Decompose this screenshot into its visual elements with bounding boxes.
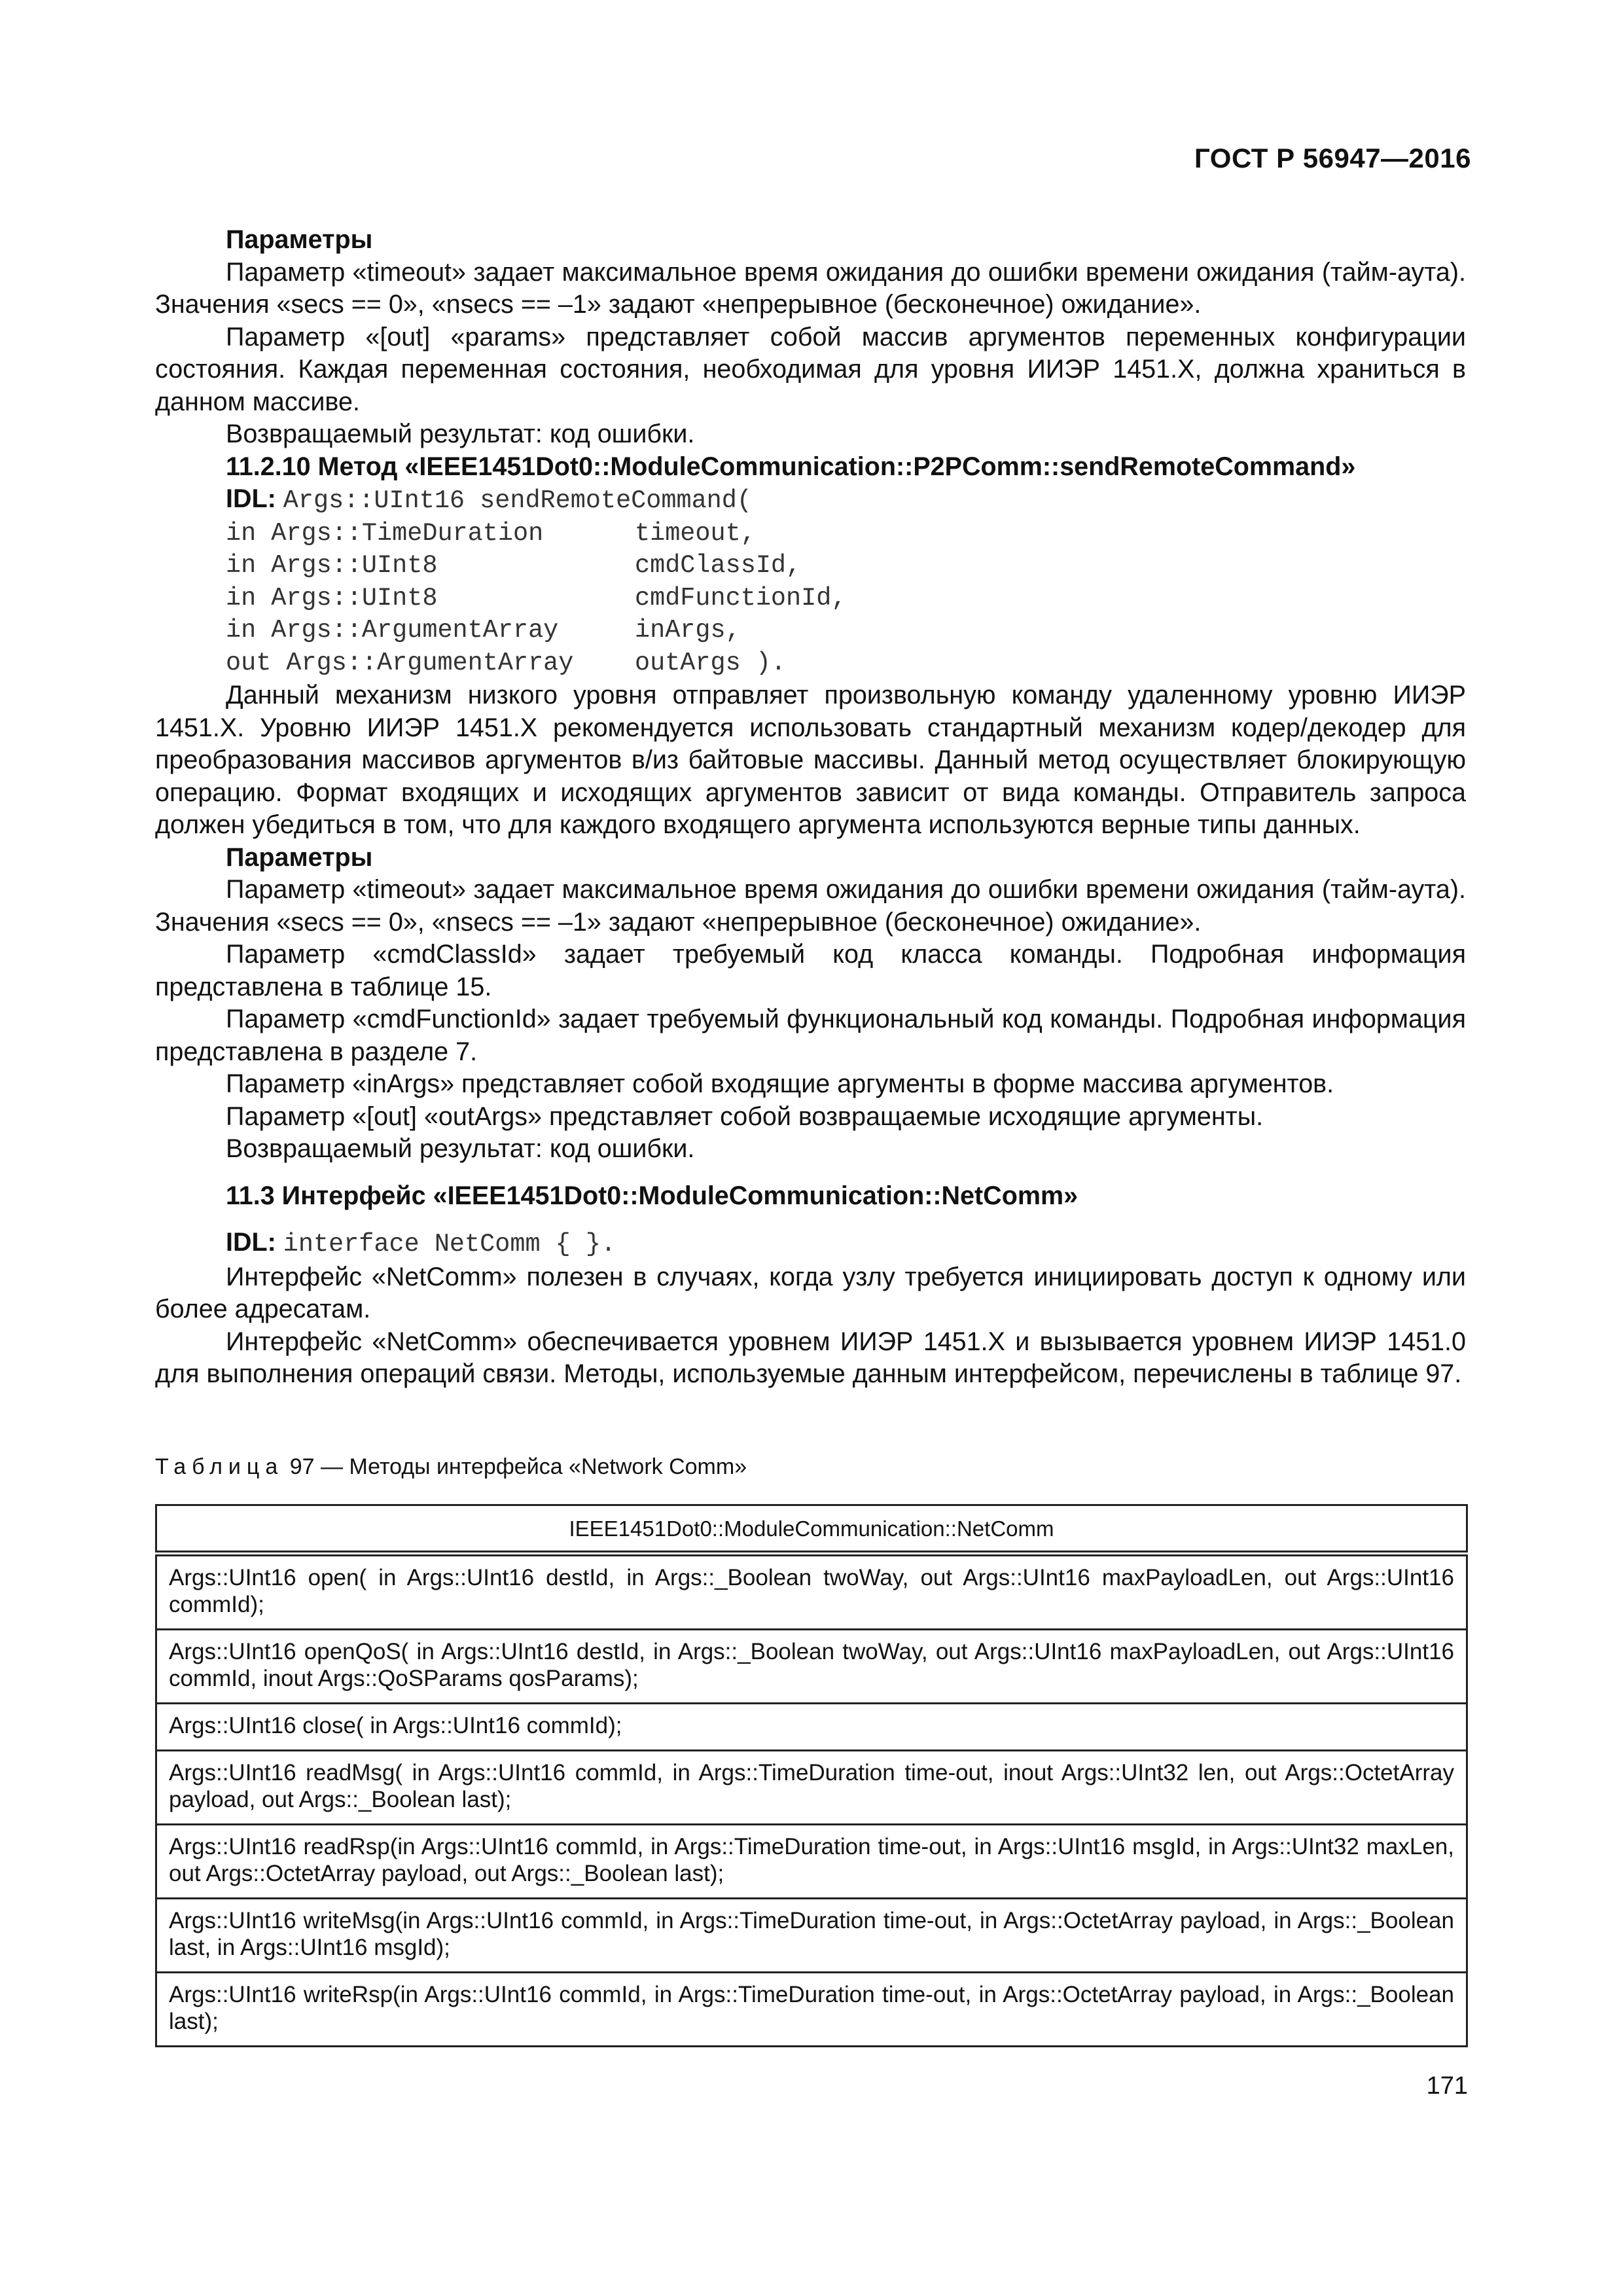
table-cell: Args::UInt16 writeMsg(in Args::UInt16 commId, in Args::TimeDuration time-out, in Args::OctetArray payload, in Args::_Boolean last, in Args::UInt16 msgId);: [156, 1899, 1467, 1973]
return-result: Возвращаемый результат: код ошибки.: [226, 1134, 695, 1163]
idl-param-name: cmdClassId,: [635, 551, 802, 580]
idl-param-type: in Args::UInt8: [226, 551, 438, 580]
paragraph: Параметр «[out] «params» представляет собой массив аргументов переменных конфигурации состояния. Каждая переменная состояния, необходимая для уровня ИИЭР 1451.Х, должна храниться в данном массиве.: [155, 322, 1466, 416]
paragraph: Параметр «cmdClassId» задает требуемый код класса команды. Подробная информация представлена в таблице 15.: [155, 940, 1466, 1001]
page-number: 171: [1426, 2072, 1468, 2100]
table-caption: [155, 1454, 747, 1480]
idl-label: IDL:: [226, 1228, 276, 1257]
paragraph: Параметр «inArgs» представляет собой входящие аргументы в форме массива аргументов.: [226, 1069, 1334, 1098]
idl-signature-line: [155, 483, 1466, 518]
table-caption-word: Таблица: [155, 1454, 284, 1479]
table-cell: Args::UInt16 openQoS( in Args::UInt16 destId, in Args::_Boolean twoWay, out Args::UInt16 maxPayloadLen, out Args::UInt16 commId, inout Args::QoSParams qosParams);: [156, 1630, 1467, 1704]
paragraph: Параметр «cmdFunctionId» задает требуемый функциональный код команды. Подробная информация представлена в разделе 7.: [155, 1005, 1466, 1066]
params-heading: Параметры: [226, 842, 373, 872]
table-row: [156, 1825, 1467, 1899]
paragraph: Параметр «timeout» задает максимальное время ожидания до ошибки времени ожидания (тайм-аута). Значения «secs == 0», «nsecs == –1» задают «непрерывное (бесконечное) ожидание».: [155, 875, 1466, 937]
table-cell: Args::UInt16 close( in Args::UInt16 commId);: [156, 1704, 1467, 1751]
standard-number: ГОСТ Р 56947—2016: [1194, 143, 1471, 173]
idl-param-type: in Args::ArgumentArray: [226, 616, 559, 645]
paragraph: Данный механизм низкого уровня отправляет произвольную команду удаленному уровню ИИЭР 1451.X. Уровню ИИЭР 1451.X рекомендуется использовать стандартный механизм кодер/декодер для преобразования массивов аргументов в/из байтовые массивы. Данный метод осуществляет блокирующую операцию. Формат входящих и исходящих аргументов зависит от вида команды. Отправитель запроса должен убедиться в том, что для каждого входящего аргумента используются верные типы данных.: [155, 681, 1466, 839]
return-result: Возвращаемый результат: код ошибки.: [226, 420, 695, 448]
idl-param-type: in Args::UInt8: [226, 583, 438, 613]
table-row: [156, 1630, 1467, 1704]
idl-param: [155, 615, 1466, 647]
table-cell: Args::UInt16 writeRsp(in Args::UInt16 commId, in Args::TimeDuration time-out, in Args::OctetArray payload, in Args::_Boolean last);: [156, 1973, 1467, 2047]
idl-param: [155, 550, 1466, 583]
idl-param-type: in Args::TimeDuration: [226, 518, 544, 548]
idl-param: [155, 647, 1466, 680]
paragraph: Параметр «[out] «outArgs» представляет собой возвращаемые исходящие аргументы.: [226, 1102, 1264, 1131]
idl-param-type: out Args::ArgumentArray: [226, 648, 574, 677]
table-cell: Args::UInt16 readMsg( in Args::UInt16 commId, in Args::TimeDuration time-out, inout Args::UInt32 len, out Args::OctetArray payload, out Args::_Boolean last);: [156, 1751, 1467, 1825]
idl-signature: Args::UInt16 sendRemoteCommand(: [283, 486, 752, 515]
idl-param-name: outArgs ).: [635, 648, 787, 677]
idl-param-name: inArgs,: [635, 616, 741, 645]
document-body: [155, 224, 1466, 1391]
paragraph: Интерфейс «NetComm» полезен в случаях, когда узлу требуется инициировать доступ к одному или более адресатам.: [155, 1262, 1466, 1323]
table-row: [156, 1973, 1467, 2047]
params-heading: Параметры: [226, 225, 373, 254]
method-heading: 11.2.10 Метод «IEEE1451Dot0::ModuleCommunication::P2PComm::sendRemoteCommand»: [226, 452, 1356, 481]
paragraph: Параметр «timeout» задает максимальное время ожидания до ошибки времени ожидания (тайм-аута). Значения «secs == 0», «nsecs == –1» задают «непрерывное (бесконечное) ожидание».: [155, 257, 1466, 319]
idl-param-name: cmdFunctionId,: [635, 583, 847, 613]
table-row: [156, 1704, 1467, 1751]
methods-table: [155, 1504, 1468, 2047]
table-cell: Args::UInt16 readRsp(in Args::UInt16 commId, in Args::TimeDuration time-out, in Args::UInt16 msgId, in Args::UInt32 maxLen, out Args::OctetArray payload, out Args::_Boolean last);: [156, 1825, 1467, 1899]
table-header-row: [156, 1505, 1467, 1554]
table-row: [156, 1554, 1467, 1630]
idl-param: [155, 518, 1466, 550]
table-row: [156, 1751, 1467, 1825]
idl-param-name: timeout,: [635, 518, 756, 548]
paragraph: Интерфейс «NetComm» обеспечивается уровнем ИИЭР 1451.X и вызывается уровнем ИИЭР 1451.0 для выполнения операций связи. Методы, используемые данным интерфейсом, перечислены в таблице 97.: [155, 1327, 1466, 1388]
table-row: [156, 1899, 1467, 1973]
idl-param: [155, 583, 1466, 615]
table-caption-text: 97 — Методы интерфейса «Network Comm»: [289, 1454, 747, 1479]
table-header-cell: IEEE1451Dot0::ModuleCommunication::NetComm: [156, 1505, 1467, 1554]
idl-interface-line: [155, 1227, 1466, 1261]
table-cell: Args::UInt16 open( in Args::UInt16 destId, in Args::_Boolean twoWay, out Args::UInt16 maxPayloadLen, out Args::UInt16 commId);: [156, 1554, 1467, 1630]
idl-code: interface NetComm { }.: [283, 1230, 616, 1259]
idl-label: IDL:: [226, 484, 276, 513]
section-heading: 11.3 Интерфейс «IEEE1451Dot0::ModuleCommunication::NetComm»: [226, 1181, 1079, 1210]
